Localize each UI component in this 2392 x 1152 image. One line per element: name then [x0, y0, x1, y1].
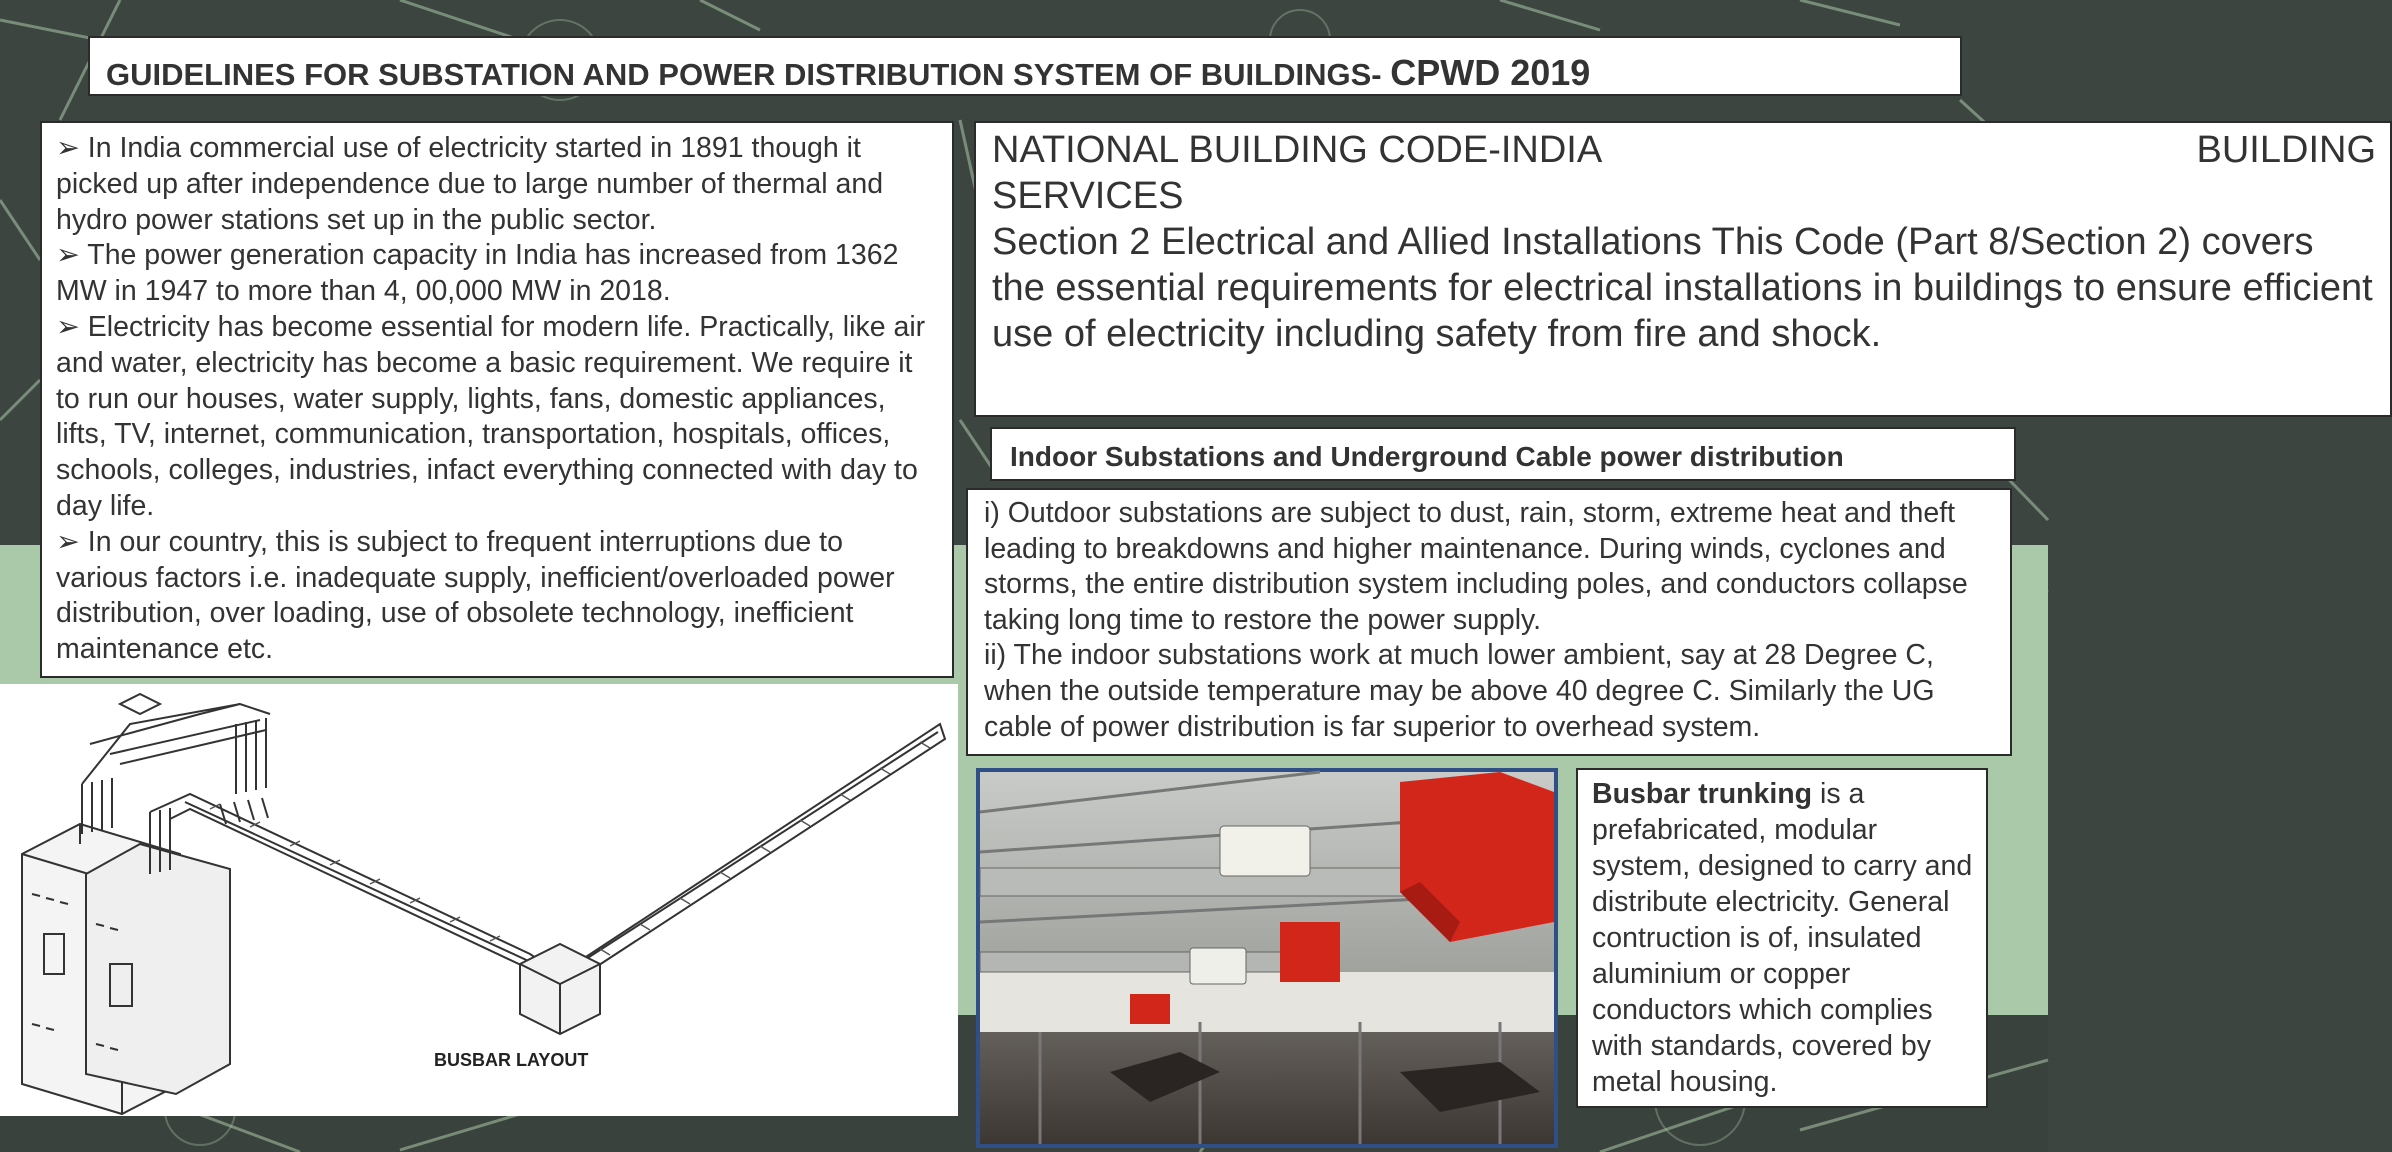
indoor-heading-box — [990, 427, 2016, 481]
history-text — [56, 131, 942, 668]
busbar-term: Busbar trunking — [1592, 778, 1813, 810]
nbc-heading — [992, 127, 2376, 173]
substation-comparison-panel — [966, 488, 2012, 756]
nbc-heading-line2: SERVICES — [992, 175, 1184, 217]
history-paragraph-3: ➢ Electricity has become essential for modern life. Practically, like air and water, electricity has become a basic requirement. We require it to run our houses, water supply, lights, fans, domestic appliances, lifts, TV, internet, communication, transportation, hospitals, offices, schools, colleges, industries, infact everything connected with day to day life. — [56, 310, 926, 522]
page-title — [106, 52, 1590, 94]
nbc-heading-right: BUILDING — [2196, 129, 2376, 171]
title-main: GUIDELINES FOR SUBSTATION AND POWER DISTRIBUTION SYSTEM OF BUILDINGS- — [106, 57, 1391, 92]
substation-comparison-text — [984, 496, 2002, 745]
busbar-definition-panel — [1576, 768, 1988, 1108]
history-panel — [40, 121, 954, 678]
nbc-body: Section 2 Electrical and Allied Installations This Code (Part 8/Section 2) covers the essential requirements for electrical installations in buildings to ensure efficient use of electricity including safety from fire and shock. — [992, 221, 2373, 355]
nbc-heading-left: NATIONAL BUILDING CODE-INDIA — [992, 129, 1603, 171]
history-paragraph-1: ➢ In India commercial use of electricity started in 1891 though it picked up after independence due to large number of thermal and hydro power stations set up in the public sector. — [56, 132, 884, 236]
busbar-definition: is a prefabricated, modular system, designed to carry and distribute electricity. General contruction is of, insulated aluminium or copper conductors which complies with standards, covered by metal housing. — [1592, 778, 1973, 1098]
history-paragraph-2: ➢ The power generation capacity in India has increased from 1362 MW in 1947 to more than 4, 00,000 MW in 2018. — [56, 239, 899, 308]
history-paragraph-4: ➢ In our country, this is subject to frequent interruptions due to various factors i.e. inadequate supply, inefficient/overloaded power distribution, over loading, use of obsolete technology, inefficient maintenance etc. — [56, 525, 895, 666]
busbar-layout-caption: BUSBAR LAYOUT — [434, 1050, 589, 1070]
title-banner — [88, 36, 1962, 96]
busbar-definition-text — [1592, 776, 1980, 1100]
indoor-paragraph: ii) The indoor substations work at much lower ambient, say at 28 Degree C, when the outside temperature may be above 40 degree C. Similarly the UG cable of power distribution is far superior to overhead system. — [984, 639, 1935, 743]
nbc-text — [992, 127, 2376, 357]
nbc-panel — [974, 121, 2392, 417]
indoor-heading: Indoor Substations and Underground Cable power distribution — [1010, 441, 1844, 472]
busbar-photo — [976, 768, 1558, 1148]
outdoor-paragraph: i) Outdoor substations are subject to dust, rain, storm, extreme heat and theft leading to breakdowns and higher maintenance. During winds, cyclones and storms, the entire distribution system including poles, and conductors collapse taking long time to restore the power supply. — [984, 497, 1968, 636]
busbar-photo-image — [980, 772, 1554, 1144]
title-suffix: CPWD 2019 — [1390, 52, 1591, 93]
